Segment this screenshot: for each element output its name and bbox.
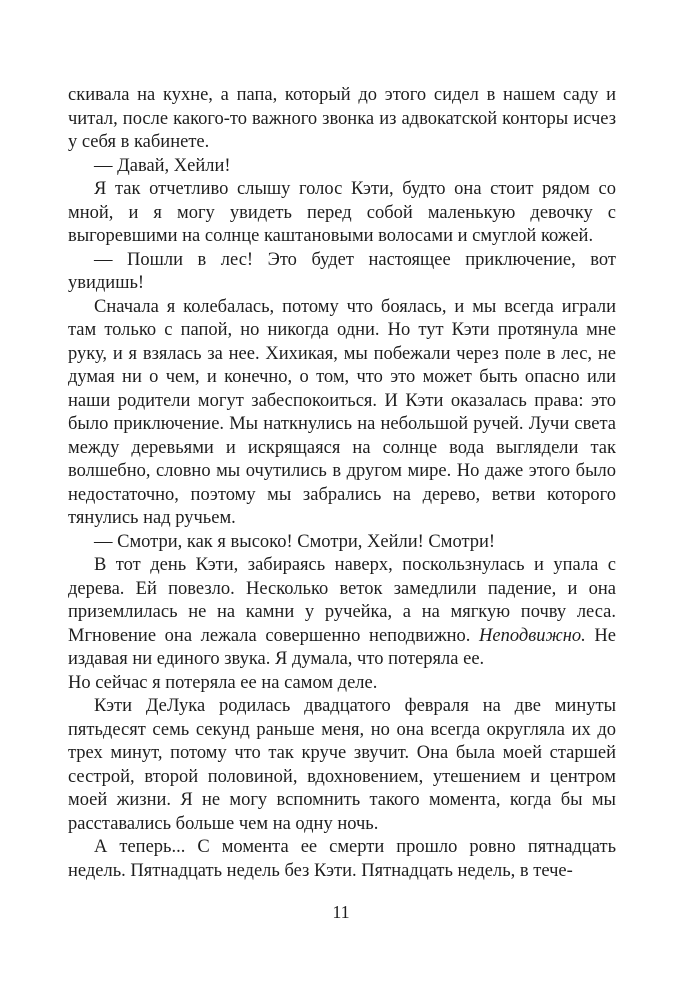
dialogue-paragraph: — Давай, Хейли! [94, 155, 231, 176]
paragraph: Я так отчетливо слышу голос Кэти, будто она стоит рядом со мной, и я могу увидеть перед собой маленькую девочку с выгоревшими на солнце каштановыми волосами и смуглой кожей. [68, 179, 616, 246]
paragraph: Сначала я колебалась, потому что боялась, и мы всегда играли там только с папой, но никогда одни. Но тут Кэти протянула мне руку, и я взялась за нее. Хихикая, мы побежали через поле в лес, не думая ни о чем, и конечно, о том, что это может быть опасно или наши родители могут забеспокоиться. И Кэти оказалась права: это было приключение. Мы наткнулись на небольшой ручей. Лучи света между деревьями и искрящаяся на солнце вода выглядели так волшебно, словно мы очутились в другом мире. Но даже этого было недостаточно, поэтому мы забрались на дерево, ветви которого тянулись над ручьем. [68, 296, 616, 528]
paragraph-standalone-sentence: Но сейчас я потеряла ее на самом деле. [68, 672, 378, 693]
emphasized-text: Неподвижно. [479, 625, 586, 646]
dialogue-paragraph: — Пошли в лес! Это будет настоящее приключение, вот увидишь! [68, 249, 616, 293]
paragraph-text-after-emphasis: Не издавая ни единого звука. Я думала, что потеряла ее. [68, 625, 616, 669]
paragraph: Кэти ДеЛука родилась двадцатого февраля на две минуты пятьдесят семь секунд раньше меня, но она всегда округляла их до трех минут, потому что так круче звучит. Она была моей старшей сестрой, второй половиной, вдохновением, утешением и центром моей жизни. Я не могу вспомнить такого момента, когда бы мы расставались больше чем на одну ночь. [68, 696, 616, 834]
paragraph: А теперь... С момента ее смерти прошло ровно пятнадцать недель. Пятнадцать недель без Кэти. Пятнадцать недель, в тече- [68, 837, 616, 881]
paragraph-with-emphasis [68, 554, 616, 672]
page-text [68, 84, 616, 883]
page-number: 11 [332, 902, 350, 922]
paragraph-text-before-emphasis: В тот день Кэти, забираясь наверх, поскользнулась и упала с дерева. Ей повезло. Несколько веток замедлили падение, и она приземлилась не на камни у ручейка, а на мягкую почву леса. Мгновение она лежала совершенно неподвижно. [68, 555, 616, 646]
paragraph-continuation: скивала на кухне, а папа, который до этого сидел в нашем саду и читал, после какого-то важного звонка из адвокатской конторы исчез у себя в кабинете. [68, 85, 616, 152]
dialogue-paragraph: — Смотри, как я высоко! Смотри, Хейли! Смотри! [94, 531, 496, 552]
